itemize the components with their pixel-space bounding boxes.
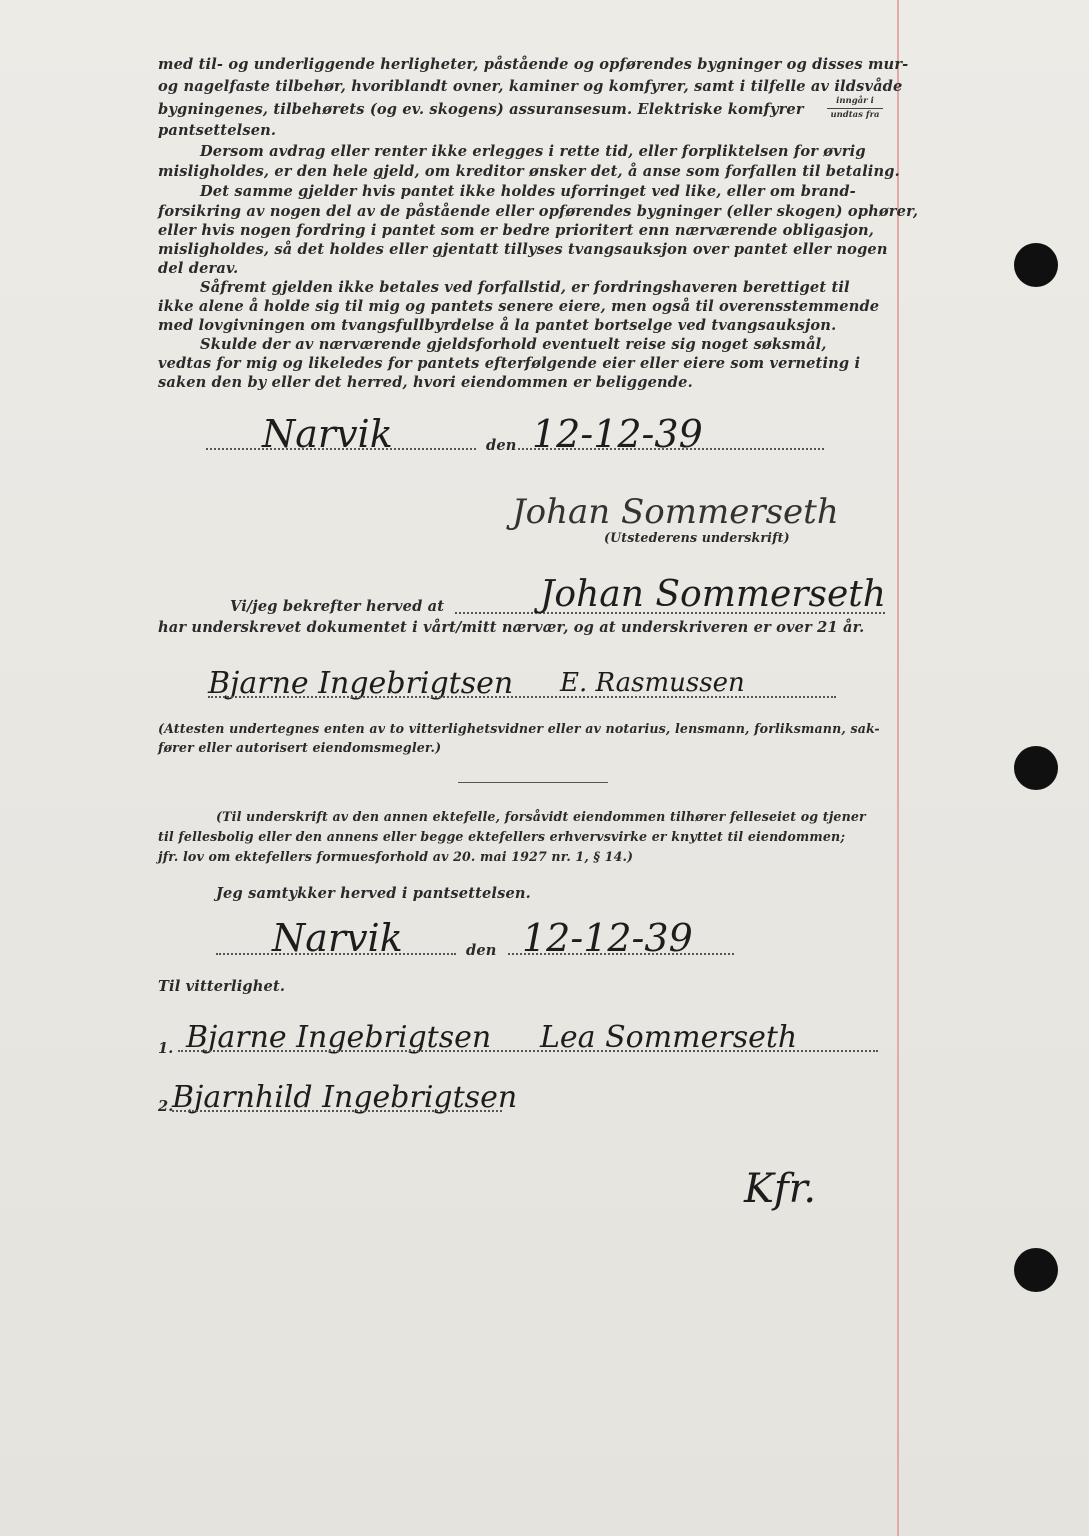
witness-number-1: 1. bbox=[158, 1040, 174, 1057]
body-line: med lovgivningen om tvangsfullbyrdelse å la pantet bortselge ved tvangsauksjon. bbox=[158, 317, 837, 334]
spouse-note-line: jfr. lov om ektefellers formuesforhold av 20. mai 1927 nr. 1, § 14.) bbox=[158, 849, 634, 864]
consent-place-handwritten: Narvik bbox=[272, 916, 403, 960]
body-line: Skulde der av nærværende gjeldsforhold eventuelt reise sig noget søksmål, bbox=[200, 336, 827, 353]
punch-hole bbox=[1014, 746, 1058, 790]
consent-text: Jeg samtykker herved i pantsettelsen. bbox=[216, 885, 531, 902]
den-label: den bbox=[486, 437, 517, 454]
body-line: Såfremt gjelden ikke betales ved forfallstid, er fordringshaveren berettiget til bbox=[200, 279, 850, 296]
body-line: bygningenes, tilbehørets (og ev. skogens) assuransesum. Elektriske komfyrer bbox=[158, 101, 804, 118]
consent-den-label: den bbox=[466, 942, 497, 959]
body-line: forsikring av nogen del av de påstående eller opførendes bygninger (eller skogen) ophører, bbox=[158, 203, 919, 220]
consent-date-handwritten: 12-12-39 bbox=[522, 916, 693, 960]
place-handwritten: Narvik bbox=[262, 412, 393, 456]
attest-note-line1: (Attesten undertegnes enten av to vitterlighetsvidner eller av notarius, lensmann, forliksmann, sak- bbox=[158, 721, 880, 736]
body-line: misligholdes, så det holdes eller gjentatt tillyses tvangsauksjon over pantet eller nogen bbox=[158, 241, 888, 258]
body-line: vedtas for mig og likeledes for pantets efterfølgende eier eller eiere som verneting i bbox=[158, 355, 861, 372]
spouse-note-line: til fellesbolig eller den annens eller begge ektefellers erhvervsvirke er knyttet til eiendommen; bbox=[158, 829, 846, 844]
body-line: med til- og underliggende herligheter, påstående og opførendes bygninger og disses mur- bbox=[158, 56, 909, 73]
witness-number-2: 2. bbox=[158, 1098, 174, 1115]
red-margin-line bbox=[897, 0, 899, 1536]
body-line: pantsettelsen. bbox=[158, 122, 277, 139]
spouse-signature: Lea Sommerseth bbox=[540, 1020, 798, 1055]
witness-2-signature: Bjarnhild Ingebrigtsen bbox=[172, 1080, 518, 1115]
body-line: misligholdes, er den hele gjeld, om kreditor ønsker det, å anse som forfallen til betaling. bbox=[158, 163, 900, 180]
attest-note-line2: fører eller autorisert eiendomsmegler.) bbox=[158, 740, 442, 755]
witness-heading: Til vitterlighet. bbox=[158, 978, 286, 995]
body-line: saken den by eller det herred, hvori eiendommen er beliggende. bbox=[158, 374, 693, 391]
confirmation-label: Vi/jeg bekrefter herved at bbox=[230, 598, 445, 615]
witness2-signature: E. Rasmussen bbox=[560, 668, 745, 698]
confirmation-line2: har underskrevet dokumentet i vårt/mitt nærvær, og at underskriveren er over 21 år. bbox=[158, 619, 865, 636]
spouse-note-line: (Til underskrift av den annen ektefelle, forsåvidt eiendommen tilhører felleseiet og tjener bbox=[216, 809, 866, 824]
body-line: Dersom avdrag eller renter ikke erlegges i rette tid, eller forpliktelsen for øvrig bbox=[200, 143, 866, 160]
witness-1-signature: Bjarne Ingebrigtsen bbox=[186, 1020, 492, 1055]
initials: Kfr. bbox=[744, 1166, 817, 1212]
witness-1-dotted-line bbox=[178, 1050, 878, 1052]
punch-hole bbox=[1014, 243, 1058, 287]
body-line: del derav. bbox=[158, 260, 239, 277]
fraction-top: inngår i bbox=[836, 96, 874, 106]
witness-2-dotted-line bbox=[172, 1110, 502, 1112]
fraction-bottom: undtas fra bbox=[830, 110, 880, 120]
body-line: eller hvis nogen fordring i pantet som er bedre prioritert enn nærværende obligasjon, bbox=[158, 222, 874, 239]
witness1-signature: Bjarne Ingebrigtsen bbox=[208, 666, 514, 701]
issuer-signature: Johan Sommerseth bbox=[512, 492, 839, 532]
body-line: Det samme gjelder hvis pantet ikke holdes uforringet ved like, eller om brand- bbox=[200, 183, 856, 200]
witness-dotted-line bbox=[208, 696, 836, 698]
confirmed-signer-signature: Johan Sommerseth bbox=[540, 574, 886, 615]
body-line: ikke alene å holde sig til mig og pantets senere eiere, men også til overensstemmende bbox=[158, 298, 880, 315]
separator-rule bbox=[458, 782, 608, 783]
komfyr-fraction bbox=[827, 96, 883, 121]
issuer-caption: (Utstederens underskrift) bbox=[604, 530, 790, 545]
body-line: og nagelfaste tilbehør, hvoriblandt ovner, kaminer og komfyrer, samt i tilfelle av ildsvåde bbox=[158, 78, 903, 95]
date-handwritten: 12-12-39 bbox=[532, 412, 703, 456]
punch-hole bbox=[1014, 1248, 1058, 1292]
